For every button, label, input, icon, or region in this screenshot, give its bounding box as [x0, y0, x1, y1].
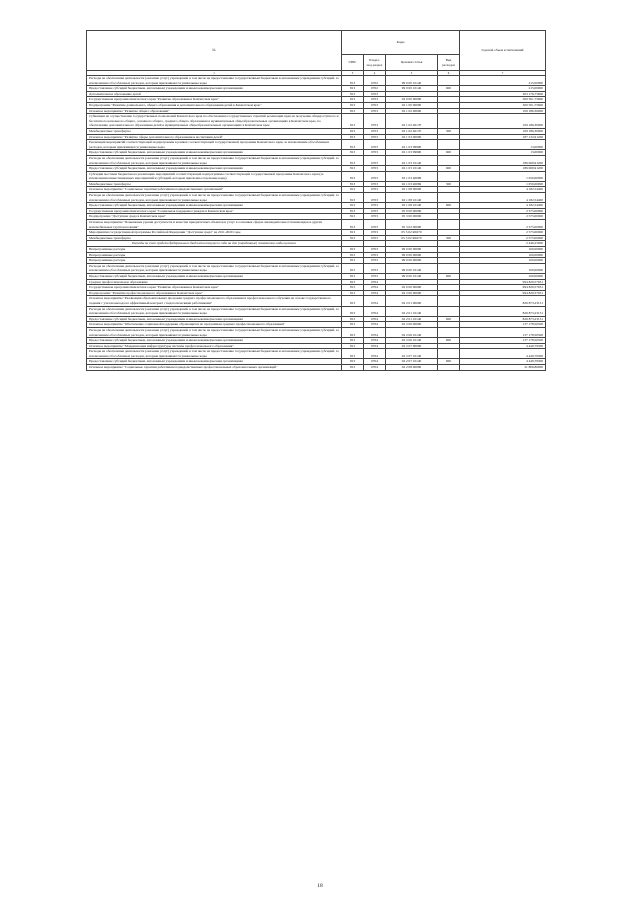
- row-section: 0703: [364, 193, 386, 203]
- row-section: 0703: [364, 166, 386, 172]
- row-grbs: 813: [342, 76, 364, 86]
- row-target: 02 1 02 40170: [386, 114, 438, 129]
- row-target: 02 2 01 10140: [386, 306, 438, 316]
- row-grbs: 813: [342, 114, 364, 129]
- row-amount: 109 186,30000: [460, 128, 546, 134]
- row-target: 02 1 08 10140: [386, 193, 438, 203]
- row-expense-type: [438, 193, 460, 203]
- row-target: 02 1 08 10140: [386, 203, 438, 209]
- row-section: 0703: [364, 114, 386, 129]
- row-amount: 137 178,50500: [460, 327, 546, 337]
- row-name: Подпрограмма "Развитие профессионального образования в Камчатском крае": [87, 290, 342, 296]
- row-grbs: 813: [342, 290, 364, 296]
- row-grbs: 813: [342, 203, 364, 209]
- row-target: 99 0 00 10140: [386, 76, 438, 86]
- row-section: 0704: [364, 306, 386, 316]
- row-amount: 4 182,54400: [460, 187, 546, 193]
- row-target: 02 2 07 00000: [386, 343, 438, 349]
- row-section: 0703: [364, 258, 386, 264]
- row-name: Подпрограмма "Доступная среда в Камчатском крае": [87, 214, 342, 220]
- row-target: 02 1 03 40069: [386, 181, 438, 187]
- row-amount: 2 575,00000: [460, 230, 546, 236]
- budget-table: [86, 30, 546, 371]
- row-amount: 187 132,91200: [460, 134, 546, 140]
- row-grbs: 813: [342, 193, 364, 203]
- row-section: 0703: [364, 108, 386, 114]
- row-expense-type: 600: [438, 150, 460, 156]
- table-body: [87, 76, 546, 371]
- row-amount: 300 501,75600: [460, 102, 546, 108]
- row-name: Основное мероприятие "Развитие общего образования": [87, 108, 342, 114]
- table-row: [87, 296, 546, 306]
- row-grbs: 813: [342, 134, 364, 140]
- row-amount: 186 069,91200: [460, 166, 546, 172]
- row-amount: 186 069,91200: [460, 155, 546, 165]
- column-group-codes: Коды: [342, 31, 460, 55]
- row-grbs: 813: [342, 306, 364, 316]
- row-expense-type: [438, 220, 460, 230]
- row-section: 0704: [364, 316, 386, 322]
- page-number: 18: [317, 883, 323, 889]
- row-expense-type: 500: [438, 181, 460, 187]
- row-name: Межбюджетные трансферты: [87, 128, 342, 134]
- row-expense-type: [438, 263, 460, 273]
- table-row: [87, 193, 546, 203]
- row-amount: 1 050,00000: [460, 171, 546, 181]
- row-amount: 2 575,00000: [460, 214, 546, 220]
- row-amount: 994 829,57931: [460, 279, 546, 285]
- row-amount: 4 449,79300: [460, 359, 546, 365]
- row-expense-type: [438, 155, 460, 165]
- row-grbs: 813: [342, 220, 364, 230]
- row-name: Основное мероприятие "Социальные гарантии работникам подведомственных профессиональных образовательных организаций": [87, 365, 342, 371]
- row-section: 0704: [364, 290, 386, 296]
- row-amount: 109 186,30000: [460, 108, 546, 114]
- column-header-grbs: ГРБС: [342, 55, 364, 71]
- row-expense-type: 600: [438, 86, 460, 92]
- row-grbs: 813: [342, 171, 364, 181]
- row-amount: 4 182,54400: [460, 193, 546, 203]
- row-grbs: 813: [342, 263, 364, 273]
- row-target: 02 0 00 00000: [386, 285, 438, 291]
- row-target: 02 1 02 40170: [386, 128, 438, 134]
- row-amount: 100,00000: [460, 258, 546, 264]
- column-header-section: Раздел, под-раздел: [364, 55, 386, 71]
- row-section: 0703: [364, 203, 386, 209]
- row-expense-type: 600: [438, 273, 460, 279]
- row-section: 0703: [364, 97, 386, 103]
- row-expense-type: [438, 140, 460, 150]
- row-target: 02 1 02 00000: [386, 108, 438, 114]
- row-amount: 4 449,79300: [460, 343, 546, 349]
- row-amount: 109 186,30000: [460, 114, 546, 129]
- row-target: 05 3 02 00000: [386, 220, 438, 230]
- row-section: 0704: [364, 296, 386, 306]
- row-grbs: 813: [342, 91, 364, 97]
- row-section: 0703: [364, 247, 386, 253]
- row-expense-type: 600: [438, 359, 460, 365]
- row-name: Расходы на обеспечение деятельности (оказание услуг) учреждений, в том числе на предоставление государственным бюджетным и автономным учреждениям субсидий, за исключением обособленных расходов, которым присваиваются уникальные коды: [87, 263, 342, 273]
- row-name: Субсидии местным бюджетам на реализацию мероприятий соответствующей подпрограммы соответствующей государственной программы Камчатского края (за исключением инвестиционных мероприятий и субсидий, которым присвоены отдельные коды): [87, 171, 342, 181]
- row-name: Расходы на обеспечение деятельности (оказание услуг) учреждений, в том числе на предоставление государственным бюджетным и автономным учреждениям субсидий, за исключением обособленных расходов, которым присваиваются уникальные коды: [87, 306, 342, 316]
- row-target: 02 1 03 00000: [386, 134, 438, 140]
- row-grbs: 813: [342, 327, 364, 337]
- row-grbs: 813: [342, 285, 364, 291]
- row-name: Расходы на обеспечение деятельности (оказание услуг) учреждений, в том числе на предоставление государственным бюджетным и автономным учреждениям субсидий, за исключением обособленных расходов, которым присваиваются уникальные коды: [87, 193, 342, 203]
- row-target: 02 2 01 10140: [386, 316, 438, 322]
- row-amount: 2 575,00000: [460, 208, 546, 214]
- row-section: 0704: [364, 279, 386, 285]
- row-grbs: 813: [342, 187, 364, 193]
- row-target: 02 1 03 09990: [386, 150, 438, 156]
- row-section: 0703: [364, 208, 386, 214]
- budget-page: [86, 30, 545, 371]
- row-section: 0703: [364, 140, 386, 150]
- table-row: [87, 349, 546, 359]
- row-name: Расходы на обеспечение деятельности (оказание услуг) учреждений, в том числе на предоставление государственным бюджетным и автономным учреждениям субсидий, за исключением обособленных расходов, которым присваиваются уникальные коды: [87, 349, 342, 359]
- row-name: Государственная программа Камчатского края "Развитие образования в Камчатском крае": [87, 97, 342, 103]
- row-section: 0703: [364, 102, 386, 108]
- row-name: Субвенции на осуществление государственных полномочий Камчатского края по обеспечению государственных гарантий реализации прав на получение общедоступного и бесплатного начального общего, основного общего, среднего общего образования в муниципальных общеобразовательных организациях в Камчатском крае, по обеспечению дополнительного образования детей в муниципальных общеобразовательных организациях в Камчатском крае: [87, 114, 342, 129]
- row-name: Мероприятия государственной программы Российской Федерации "Доступная среда" на 2011-2020 годы: [87, 230, 342, 236]
- row-target: 02 2 00 00000: [386, 290, 438, 296]
- row-amount: 826 873,23131: [460, 296, 546, 306]
- column-number: 5: [386, 71, 438, 76]
- row-section: 0703: [364, 230, 386, 236]
- table-row: [87, 365, 546, 371]
- row-expense-type: [438, 76, 460, 86]
- row-section: 0703: [364, 171, 386, 181]
- row-section: 0703: [364, 134, 386, 140]
- row-target: 02 2 06 00000: [386, 322, 438, 328]
- row-amount: 100,00000: [460, 273, 546, 279]
- row-grbs: 813: [342, 150, 364, 156]
- row-grbs: 813: [342, 235, 364, 241]
- row-amount: 1 050,00000: [460, 181, 546, 187]
- row-section: 0703: [364, 150, 386, 156]
- column-number: 1: [87, 71, 342, 76]
- column-header-number: №: [87, 31, 342, 71]
- row-grbs: 813: [342, 322, 364, 328]
- row-expense-type: [438, 365, 460, 371]
- row-section: 0703: [364, 187, 386, 193]
- row-target: 05 3 02 R0270: [386, 230, 438, 236]
- row-name: Расходы на обеспечение деятельности (оказание услуг) учреждений, в том числе на предоставление государственным бюджетным и автономным учреждениям субсидий, за исключением обособленных расходов, которым присваиваются уникальные коды: [87, 76, 342, 86]
- row-expense-type: [438, 327, 460, 337]
- row-section: 0704: [364, 343, 386, 349]
- row-target: 99 0 00 10140: [386, 263, 438, 273]
- row-expense-type: 500: [438, 235, 460, 241]
- row-name: Предоставление субсидий бюджетным, автономным учреждениям и иным некоммерческим организациям: [87, 150, 342, 156]
- table-row: [87, 327, 546, 337]
- table-row: [87, 171, 546, 181]
- row-name: Непрограммные расходы: [87, 252, 342, 258]
- row-target: 02 1 03 10140: [386, 166, 438, 172]
- row-grbs: 813: [342, 365, 364, 371]
- row-amount: 137 178,50500: [460, 322, 546, 328]
- row-amount: 4 182,54400: [460, 203, 546, 209]
- row-section: 0703: [364, 252, 386, 258]
- row-section: 0702: [364, 76, 386, 86]
- row-amount: 13,00000: [460, 140, 546, 150]
- row-name: Предоставление субсидий бюджетным, автономным учреждениям и иным некоммерческим организациям: [87, 166, 342, 172]
- column-header-target: Целевая статья: [386, 55, 438, 71]
- row-section: 0703: [364, 155, 386, 165]
- row-target: 02 2 06 10140: [386, 338, 438, 344]
- row-amount: 2 446,25000: [460, 241, 546, 247]
- table-row: [87, 114, 546, 129]
- row-section: 0703: [364, 220, 386, 230]
- row-name: Государственная программа Камчатского края "Развитие образования в Камчатском крае": [87, 285, 342, 291]
- row-name: Межбюджетные трансферты: [87, 181, 342, 187]
- row-grbs: 813: [342, 338, 364, 344]
- row-name: Основное мероприятие "Модернизация инфраструктуры системы профессионального образования": [87, 343, 342, 349]
- row-expense-type: 600: [438, 166, 460, 172]
- table-row: [87, 140, 546, 150]
- row-amount: 826 873,23131: [460, 306, 546, 316]
- row-name: Непрограммные расходы: [87, 258, 342, 264]
- row-expense-type: [438, 114, 460, 129]
- row-target: 99 0 00 10140: [386, 273, 438, 279]
- row-section: 0703: [364, 263, 386, 273]
- row-amount: 826 873,23131: [460, 316, 546, 322]
- row-amount: 994 829,57931: [460, 290, 546, 296]
- row-grbs: 813: [342, 247, 364, 253]
- row-grbs: 813: [342, 359, 364, 365]
- row-name: Среднее профессиональное образование: [87, 279, 342, 285]
- column-number: 4: [364, 71, 386, 76]
- row-section: 0704: [364, 349, 386, 359]
- row-grbs: 813: [342, 181, 364, 187]
- row-grbs: 813: [342, 230, 364, 236]
- row-grbs: 813: [342, 273, 364, 279]
- row-name: Непрограммные расходы: [87, 247, 342, 253]
- row-amount: 303 176,75600: [460, 91, 546, 97]
- row-grbs: 813: [342, 252, 364, 258]
- row-name: Основное мероприятие "Повышение уровня доступности и качества приоритетных объектов и услуг в основных сферах жизнедеятельности инвалидов и других маломобильных групп населения": [87, 220, 342, 230]
- row-target: 99 0 00 00000: [386, 252, 438, 258]
- row-amount: 215,00000: [460, 86, 546, 92]
- row-target: 02 1 03 10140: [386, 155, 438, 165]
- row-expense-type: 600: [438, 338, 460, 344]
- row-target: 02 1 03 09990: [386, 140, 438, 150]
- row-grbs: 813: [342, 108, 364, 114]
- row-grbs: 813: [342, 316, 364, 322]
- row-target: 99 0 00 00000: [386, 247, 438, 253]
- row-section: 0704: [364, 285, 386, 291]
- row-name: Предоставление субсидий бюджетным, автономным учреждениям и иным некоммерческим организациям: [87, 359, 342, 365]
- table-row: [87, 306, 546, 316]
- column-header-expense-type: Вид расходов: [438, 55, 460, 71]
- row-target: 02 2 06 10140: [386, 327, 438, 337]
- row-section: 0704: [364, 365, 386, 371]
- row-section: 0702: [364, 86, 386, 92]
- row-grbs: 813: [342, 296, 364, 306]
- row-amount: 137 178,50500: [460, 338, 546, 344]
- row-name: Межбюджетные трансферты: [87, 235, 342, 241]
- row-amount: 300 501,75600: [460, 97, 546, 103]
- row-amount: 2 575,00000: [460, 235, 546, 241]
- row-target: 02 2 01 00000: [386, 296, 438, 306]
- row-name: Государственная программа Камчатского края "Социальная поддержка граждан в Камчатском крае": [87, 208, 342, 214]
- table-row: [87, 155, 546, 165]
- row-name: Дополнительное образование детей: [87, 91, 342, 97]
- row-grbs: 813: [342, 128, 364, 134]
- table-row: [87, 263, 546, 273]
- row-expense-type: 600: [438, 316, 460, 322]
- row-grbs: 813: [342, 155, 364, 165]
- row-grbs: 813: [342, 349, 364, 359]
- row-target: 02 2 07 10140: [386, 359, 438, 365]
- row-expense-type: [438, 296, 460, 306]
- row-name: Предоставление субсидий бюджетным, автономным учреждениям и иным некоммерческим организациям: [87, 86, 342, 92]
- row-grbs: 813: [342, 279, 364, 285]
- row-target: 02 1 08 00000: [386, 187, 438, 193]
- row-grbs: 813: [342, 214, 364, 220]
- row-name: Расходы на обеспечение деятельности (оказание услуг) учреждений, в том числе на предоставление государственным бюджетным и автономным учреждениям субсидий, за исключением обособленных расходов, которым присваиваются уникальные коды: [87, 327, 342, 337]
- row-grbs: 813: [342, 140, 364, 150]
- row-expense-type: 600: [438, 203, 460, 209]
- row-grbs: 813: [342, 343, 364, 349]
- row-target: 02 1 00 00000: [386, 102, 438, 108]
- column-header-amount: Годовой объем ассигнований: [460, 31, 546, 71]
- row-section: 0703: [364, 181, 386, 187]
- row-target: 99 0 00 00000: [386, 258, 438, 264]
- row-name: Реализация мероприятий соответствующей подпрограммы в рамках соответствующей государственной программы Камчатского края, за исключением обособленных расходов, которым присваиваются уникальные коды: [87, 140, 342, 150]
- row-expense-type: 500: [438, 128, 460, 134]
- row-name: Предоставление субсидий бюджетным, автономным учреждениям и иным некоммерческим организациям: [87, 338, 342, 344]
- row-grbs: 813: [342, 97, 364, 103]
- row-amount: 100,00000: [460, 252, 546, 258]
- row-section: 0703: [364, 214, 386, 220]
- row-expense-type: [438, 171, 460, 181]
- row-amount: 4 449,79300: [460, 349, 546, 359]
- row-target: 02 0 00 00000: [386, 97, 438, 103]
- row-name: Основное мероприятие "Реализация образовательных программ среднего профессионального образования и профессионального обучения на основе государственного задания с учетом выхода на эффективный контракт с педагогическими работниками": [87, 296, 342, 306]
- row-amount: 994 829,57931: [460, 285, 546, 291]
- row-amount: 100,00000: [460, 263, 546, 273]
- row-amount: 21 806,86000: [460, 365, 546, 371]
- row-name: Основное мероприятие "Социальные гарантии работникам подведомственных организаций": [87, 187, 342, 193]
- row-amount: 100,00000: [460, 247, 546, 253]
- row-amount: 13,00000: [460, 150, 546, 156]
- column-number: 3: [342, 71, 364, 76]
- row-expense-type: [438, 349, 460, 359]
- row-section: 0704: [364, 338, 386, 344]
- column-number: 6: [438, 71, 460, 76]
- row-expense-type: [438, 306, 460, 316]
- row-target: 02 2 08 00000: [386, 365, 438, 371]
- row-section: 0703: [364, 235, 386, 241]
- row-name: Основное мероприятие "Обеспечение социальной поддержки обучающихся по программам среднего профессионального образования": [87, 322, 342, 328]
- table-row: [87, 76, 546, 86]
- row-target: 02 2 07 10140: [386, 349, 438, 359]
- row-grbs: 813: [342, 258, 364, 264]
- row-name: Основное мероприятие "Развитие сферы дополнительного образования и воспитания детей": [87, 134, 342, 140]
- row-section: 0704: [364, 327, 386, 337]
- row-section: 0704: [364, 322, 386, 328]
- row-name: Расходы за счет средств федерального бюджета текущего года на доп (переданные) полномочия, коды целевых: [87, 241, 342, 247]
- row-target: 02 1 03 40069: [386, 171, 438, 181]
- row-amount: 2 575,00000: [460, 220, 546, 230]
- row-section: 0703: [364, 91, 386, 97]
- row-amount: 215,00000: [460, 76, 546, 86]
- row-name: Предоставление субсидий бюджетным, автономным учреждениям и иным некоммерческим организациям: [87, 316, 342, 322]
- row-section: 0703: [364, 128, 386, 134]
- row-target: 05 3 00 00000: [386, 214, 438, 220]
- row-section: 0704: [364, 359, 386, 365]
- row-section: 0703: [364, 273, 386, 279]
- row-name: Расходы на обеспечение деятельности (оказание услуг) учреждений, в том числе на предоставление государственным бюджетным и автономным учреждениям субсидий, за исключением обособленных расходов, которым присваиваются уникальные коды: [87, 155, 342, 165]
- row-grbs: 813: [342, 208, 364, 214]
- row-name: Предоставление субсидий бюджетным, автономным учреждениям и иным некоммерческим организациям: [87, 203, 342, 209]
- row-grbs: 813: [342, 86, 364, 92]
- row-target: 05 3 02 R0270: [386, 235, 438, 241]
- row-grbs: 813: [342, 102, 364, 108]
- row-target: 05 0 00 00000: [386, 208, 438, 214]
- column-number: 7: [460, 71, 546, 76]
- table-row: [87, 220, 546, 230]
- row-name: Предоставление субсидий бюджетным, автономным учреждениям и иным некоммерческим организациям: [87, 273, 342, 279]
- row-target: 99 0 00 10140: [386, 86, 438, 92]
- row-name: Подпрограмма "Развитие дошкольного, общего образования и дополнительного образования детей в Камчатском крае": [87, 102, 342, 108]
- row-grbs: 813: [342, 166, 364, 172]
